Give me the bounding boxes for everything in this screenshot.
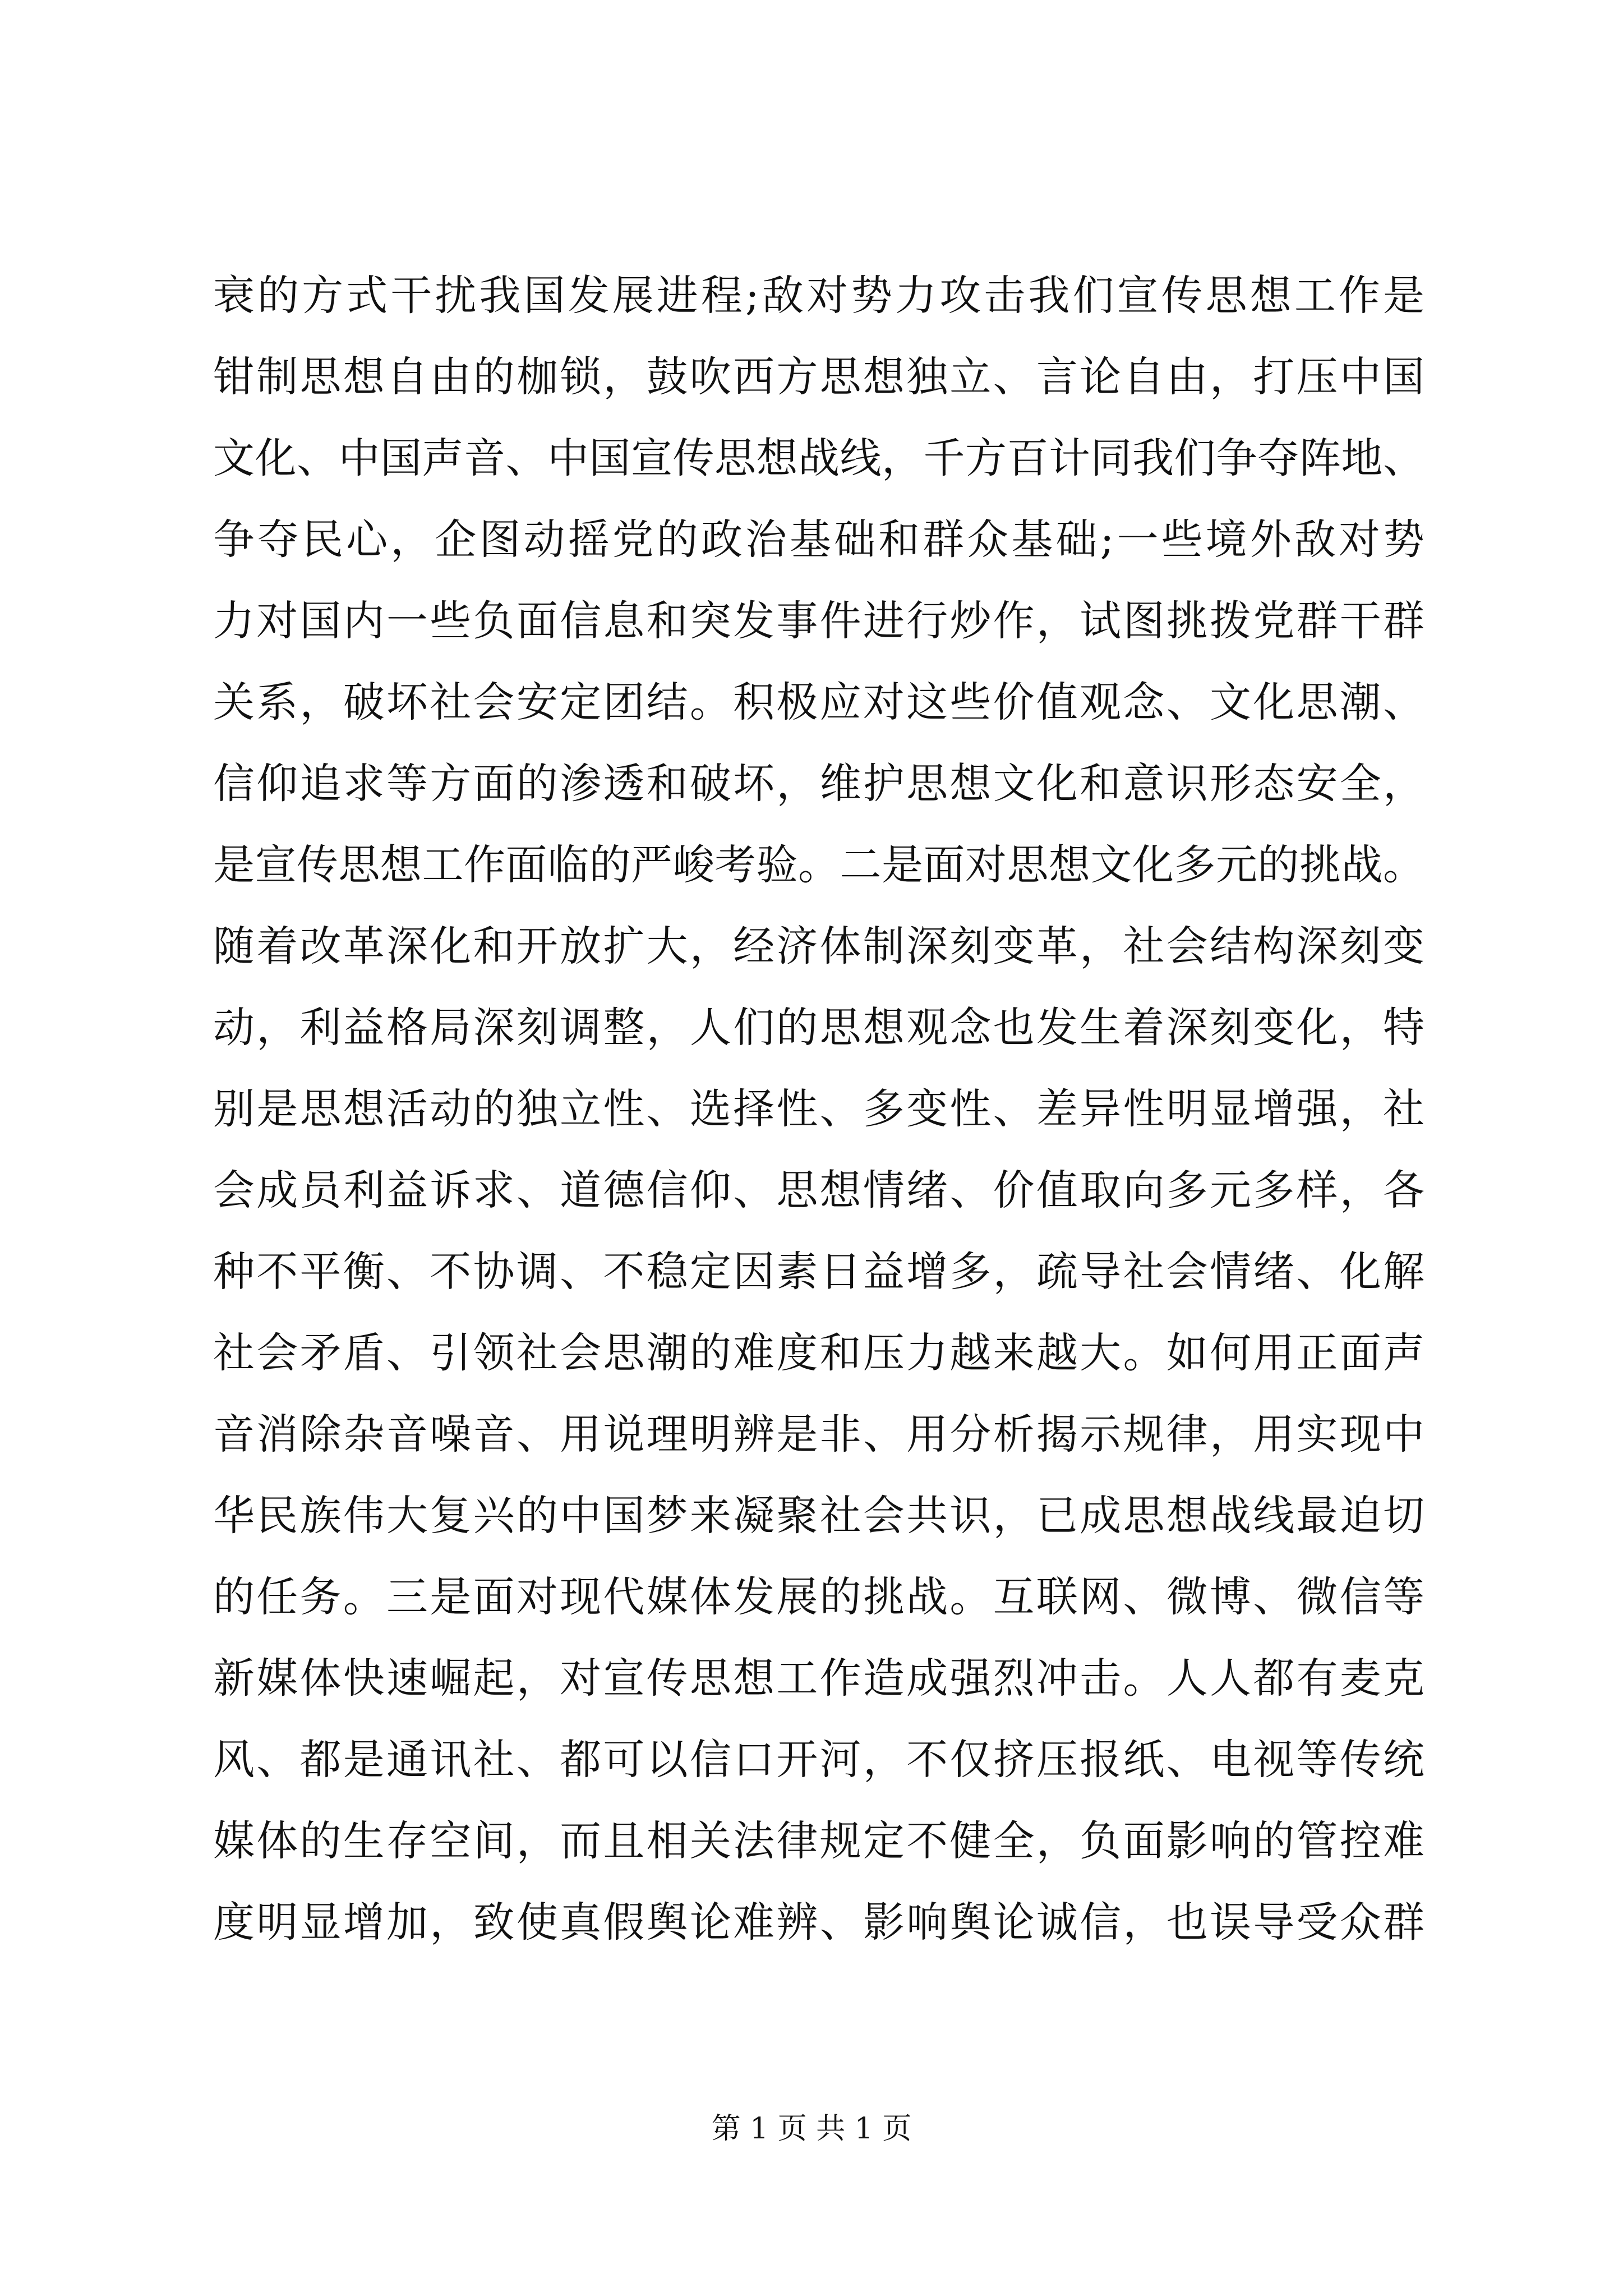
text-line: 是宣传思想工作面临的严峻考验。二是面对思想文化多元的挑战。: [213, 841, 1424, 889]
text-line: 别是思想活动的独立性、选择性、多变性、差异性明显增强，社: [213, 1085, 1424, 1133]
text-line: 风、都是通讯社、都可以信口开河，不仅挤压报纸、电视等传统: [213, 1736, 1424, 1784]
text-line: 信仰追求等方面的渗透和破坏，维护思想文化和意识形态安全，: [213, 760, 1424, 808]
text-line: 关系，破坏社会安定团结。积极应对这些价值观念、文化思潮、: [213, 678, 1424, 726]
text-line: 会成员利益诉求、道德信仰、思想情绪、价值取向多元多样，各: [213, 1166, 1424, 1214]
text-line: 种不平衡、不协调、不稳定因素日益增多，疏导社会情绪、化解: [213, 1248, 1424, 1296]
page-footer: 第 1 页 共 1 页: [711, 2112, 912, 2146]
text-line: 衰的方式干扰我国发展进程;敌对势力攻击我们宣传思想工作是: [213, 272, 1424, 320]
text-line: 华民族伟大复兴的中国梦来凝聚社会共识，已成思想战线最迫切: [213, 1492, 1424, 1540]
text-line: 新媒体快速崛起，对宣传思想工作造成强烈冲击。人人都有麦克: [213, 1654, 1424, 1703]
text-line: 钳制思想自由的枷锁，鼓吹西方思想独立、言论自由，打压中国: [213, 353, 1424, 401]
text-line: 音消除杂音噪音、用说理明辨是非、用分析揭示规律，用实现中: [213, 1410, 1424, 1458]
body-text: [213, 255, 1424, 1963]
text-line: 社会矛盾、引领社会思潮的难度和压力越来越大。如何用正面声: [213, 1329, 1424, 1377]
text-line: 力对国内一些负面信息和突发事件进行炒作，试图挑拨党群干群: [213, 597, 1424, 645]
text-line: 媒体的生存空间，而且相关法律规定不健全，负面影响的管控难: [213, 1817, 1424, 1865]
text-line: 随着改革深化和开放扩大，经济体制深刻变革，社会结构深刻变: [213, 922, 1424, 970]
text-line: 争夺民心，企图动摇党的政治基础和群众基础;一些境外敌对势: [213, 516, 1424, 564]
text-line: 文化、中国声音、中国宣传思想战线，千方百计同我们争夺阵地、: [213, 434, 1424, 482]
text-line: 的任务。三是面对现代媒体发展的挑战。互联网、微博、微信等: [213, 1573, 1424, 1621]
text-line: 度明显增加，致使真假舆论难辨、影响舆论诚信，也误导受众群: [213, 1898, 1424, 1947]
text-line: 动，利益格局深刻调整，人们的思想观念也发生着深刻变化，特: [213, 1004, 1424, 1052]
